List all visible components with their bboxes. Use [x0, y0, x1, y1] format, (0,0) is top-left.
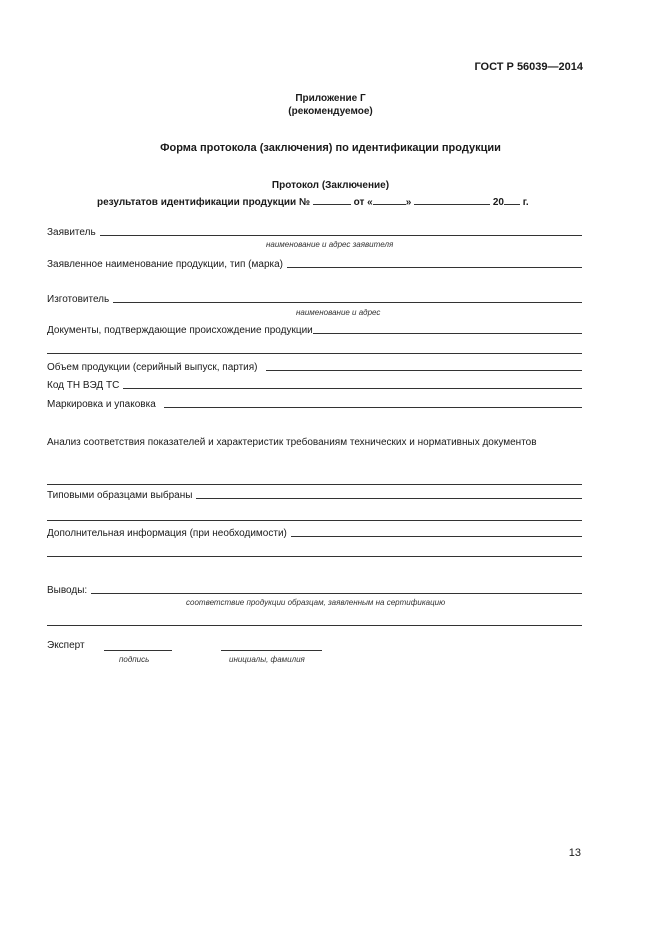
signature-line[interactable]: [104, 650, 172, 651]
samples-extra-line[interactable]: [47, 520, 582, 521]
signature-hint: подпись: [119, 655, 150, 664]
marking-field-line[interactable]: [164, 406, 582, 408]
documents-field-line[interactable]: [313, 332, 582, 334]
marking-row: [47, 399, 582, 410]
appendix-title: Приложение Г: [295, 93, 366, 104]
tn-ved-label: Код ТН ВЭД ТС: [47, 380, 120, 391]
protocol-results-line: [97, 195, 529, 208]
applicant-field-line[interactable]: [100, 234, 582, 236]
applicant-hint: наименование и адрес заявителя: [266, 240, 394, 249]
samples-field-line[interactable]: [196, 497, 582, 499]
marking-label: Маркировка и упаковка: [47, 399, 156, 410]
volume-field-line[interactable]: [266, 369, 582, 371]
appendix-heading: [0, 92, 661, 118]
page-number: 13: [568, 847, 581, 859]
results-label: результатов идентификации продукции №: [97, 197, 311, 208]
documents-label: Документы, подтверждающие происхождение продукции: [47, 325, 313, 336]
conclusions-extra-line[interactable]: [47, 625, 582, 626]
tn-ved-field-line[interactable]: [123, 387, 582, 389]
analysis-label: Анализ соответствия показателей и характеристик требованиям технических и нормативных документов: [47, 437, 537, 448]
month-blank[interactable]: [414, 195, 490, 205]
declared-name-label: Заявленное наименование продукции, тип (марка): [47, 259, 284, 270]
appendix-note: (рекомендуемое): [288, 106, 373, 117]
from-label: от «: [353, 197, 373, 208]
declared-name-row: [47, 259, 582, 270]
documents-extra-line[interactable]: [47, 353, 582, 354]
volume-row: [47, 362, 582, 373]
additional-row: [47, 528, 582, 539]
samples-row: [47, 490, 582, 501]
manufacturer-hint: наименование и адрес: [296, 308, 381, 317]
additional-extra-line[interactable]: [47, 556, 582, 557]
expert-label: Эксперт: [47, 640, 85, 651]
additional-field-line[interactable]: [291, 535, 582, 537]
conclusions-field-line[interactable]: [91, 592, 582, 594]
conclusions-hint: соответствие продукции образцам, заявленным на сертификацию: [186, 598, 446, 607]
year-prefix: 20: [492, 197, 504, 208]
declared-name-field-line[interactable]: [287, 266, 582, 268]
additional-label: Дополнительная информация (при необходимости): [47, 528, 287, 539]
tn-ved-row: [47, 380, 582, 391]
applicant-label: Заявитель: [47, 227, 96, 238]
year-suffix: г.: [522, 197, 529, 208]
initials-line[interactable]: [221, 650, 322, 651]
protocol-number-blank[interactable]: [313, 195, 351, 205]
day-blank[interactable]: [373, 195, 406, 205]
form-title: Форма протокола (заключения) по идентификации продукции: [160, 142, 501, 154]
samples-label: Типовыми образцами выбраны: [47, 490, 193, 501]
protocol-title: Протокол (Заключение): [271, 180, 390, 191]
analysis-field-line[interactable]: [47, 484, 582, 485]
quote-close: »: [405, 197, 412, 208]
volume-label: Объем продукции (серийный выпуск, партия): [47, 362, 258, 373]
standard-number: ГОСТ Р 56039—2014: [474, 61, 583, 73]
manufacturer-field-line[interactable]: [113, 301, 582, 303]
manufacturer-row: [47, 294, 582, 305]
year-blank[interactable]: [504, 195, 520, 205]
documents-row: [47, 325, 582, 336]
manufacturer-label: Изготовитель: [47, 294, 110, 305]
initials-hint: инициалы, фамилия: [229, 655, 305, 664]
conclusions-label: Выводы:: [47, 585, 88, 596]
applicant-row: [47, 227, 582, 238]
conclusions-row: [47, 585, 582, 596]
